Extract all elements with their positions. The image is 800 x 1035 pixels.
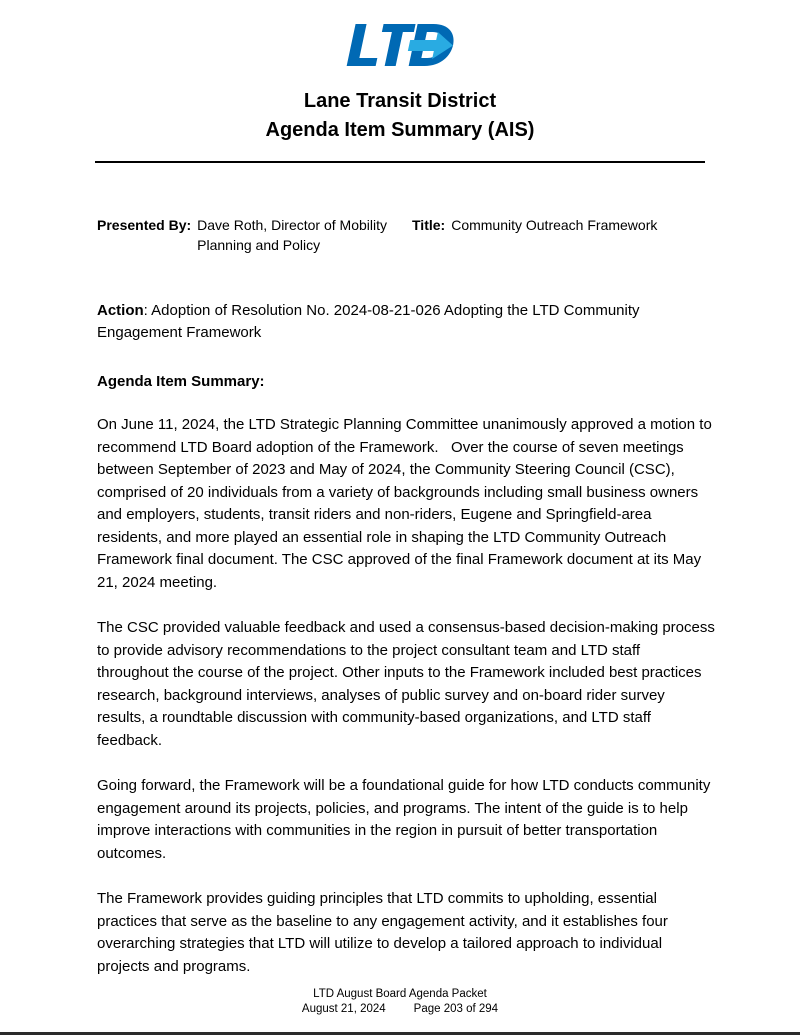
summary-paragraph: The Framework provides guiding principles that LTD commits to upholding, essential practices that serve as the baseline to any engagement activity, and it establishes four overarching strategies that LTD will utilize to develop a tailored approach to individual projects and programs. <box>97 890 673 975</box>
summary-heading: Agenda Item Summary: <box>97 372 265 390</box>
ltd-logo-icon <box>344 22 456 75</box>
summary-paragraph: Going forward, the Framework will be a foundational guide for how LTD conducts community engagement around its projects, policies, and programs. The intent of the guide is to help improve interactions with communities in the region in pursuit of better transportation outcomes. <box>97 777 715 862</box>
document-content <box>97 215 720 978</box>
meta-row <box>97 215 707 256</box>
title-value: Community Outreach Framework <box>451 217 658 233</box>
action-paragraph <box>97 300 712 345</box>
summary-paragraph: The CSC provided valuable feedback and used a consensus-based decision-making process to provide advisory recommendations to the project consultant team and LTD staff throughout the course of the project. Other inputs to the Framework included best practices research, background interviews, analyses of public survey and on-board rider survey results, a roundtable discussion with community-based organizations, and LTD staff feedback. <box>97 619 720 749</box>
presented-by-field <box>97 215 412 256</box>
page-footer <box>0 987 800 1016</box>
logo-container <box>0 0 800 75</box>
footer-line2 <box>0 1002 800 1016</box>
document-title-block <box>0 87 800 145</box>
org-name: Lane Transit District <box>303 90 497 112</box>
footer-date: August 21, 2024 <box>301 1002 386 1015</box>
action-label: Action <box>97 301 144 319</box>
header-rule <box>95 161 705 163</box>
presented-by-label: Presented By: <box>97 217 192 233</box>
summary-paragraph: On June 11, 2024, the LTD Strategic Planning Committee unanimously approved a motion to recommend LTD Board adoption of the Framework. Over the course of seven meetings between September of 2023 and May of 2024, the Community Steering Council (CSC), comprised of 20 individuals from a variety of backgrounds including small business owners and employers, students, transit riders and non-riders, Eugene and Springfield-area residents, and more played an essential role in shaping the LTD Community Outreach Framework final document. The CSC approved of the final Framework document at its May 21, 2024 meeting. <box>97 416 716 591</box>
title-field <box>412 215 657 256</box>
title-label: Title: <box>412 217 446 233</box>
footer-page-number: Page 203 of 294 <box>413 1002 499 1015</box>
action-text: : Adoption of Resolution No. 2024-08-21-026 Adopting the LTD Community Engagement Framework <box>97 301 640 342</box>
presented-by-value: Dave Roth, Director of Mobility Planning and Policy <box>197 217 387 254</box>
doc-title: Agenda Item Summary (AIS) <box>265 119 535 141</box>
footer-packet-title: LTD August Board Agenda Packet <box>313 988 487 1001</box>
